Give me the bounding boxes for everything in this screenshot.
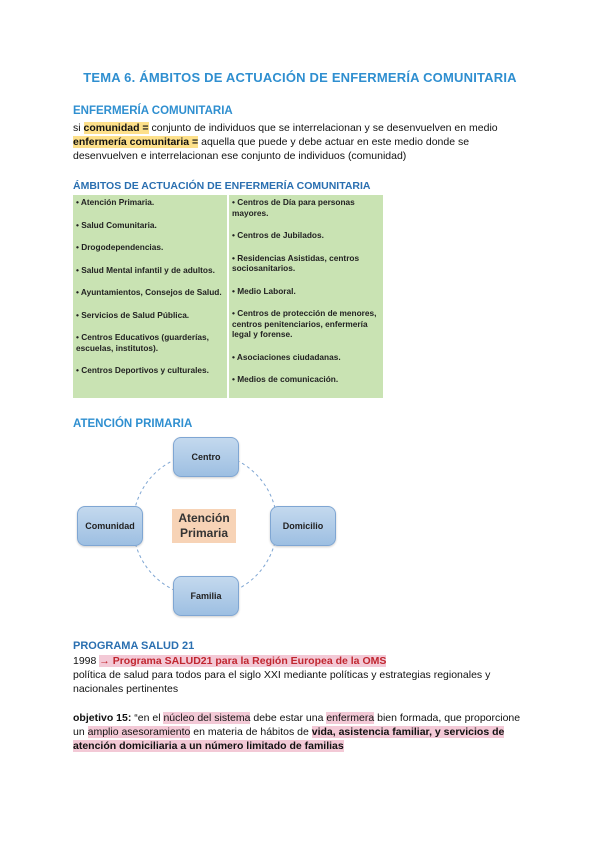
text-fragment: en materia de hábitos de bbox=[190, 726, 312, 738]
programa-link: → Programa SALUD21 para la Región Europea de la OMS bbox=[99, 655, 387, 667]
section-heading-programa-salud21: PROGRAMA SALUD 21 bbox=[73, 640, 195, 652]
table-cell: • Centros de Día para personas mayores. bbox=[232, 197, 355, 218]
table-cell: • Asociaciones ciudadanas. bbox=[232, 351, 341, 362]
table-cell: • Residencias Asistidas, centros sociosanitarios. bbox=[232, 252, 360, 273]
highlight-comunidad: comunidad = bbox=[83, 122, 149, 134]
year-text: 1998 bbox=[73, 655, 100, 667]
section-heading-atencion-primaria: ATENCIÓN PRIMARIA bbox=[73, 418, 193, 430]
text-fragment: conjunto de individuos que se interrelacionan y se desenvuelven en medio bbox=[148, 122, 498, 134]
programa-link-highlight bbox=[99, 655, 386, 667]
ambitos-table bbox=[73, 195, 383, 398]
node-comunidad: Comunidad bbox=[77, 506, 143, 546]
programa-salud21-text bbox=[73, 654, 533, 696]
table-cell: • Medio Laboral. bbox=[232, 285, 296, 296]
table-cell: • Atención Primaria. bbox=[76, 197, 155, 207]
node-centro: Centro bbox=[173, 437, 239, 477]
table-cell: • Servicios de Salud Pública. bbox=[76, 309, 190, 320]
table-cell: • Centros Educativos (guarderías, escuelas, institutos). bbox=[76, 332, 209, 353]
table-cell: • Medios de comunicación. bbox=[232, 374, 339, 384]
center-label-line2: Primaria bbox=[179, 526, 229, 540]
atencion-primaria-diagram bbox=[0, 430, 600, 630]
table-cell: • Centros Deportivos y culturales. bbox=[76, 365, 209, 375]
programa-description: política de salud para todos para el siglo XXI mediante políticas y estrategias regionales y nacionales pertinentes bbox=[73, 669, 491, 695]
highlight-servicios: vida, asistencia familiar, y servicios de atención domiciliaria a un número limitado de familias bbox=[73, 726, 505, 752]
objetivo-15-paragraph bbox=[73, 711, 533, 753]
objetivo-label: objetivo 15: bbox=[73, 712, 132, 724]
table-cell: • Ayuntamientos, Consejos de Salud. bbox=[76, 287, 222, 297]
definition-comunidad bbox=[73, 121, 533, 163]
table-cell: • Drogodependencias. bbox=[76, 242, 164, 252]
text-fragment: si bbox=[73, 122, 84, 134]
highlight-asesoramiento: amplio asesoramiento bbox=[87, 726, 191, 738]
section-heading-enfermeria-comunitaria: ENFERMERÍA COMUNITARIA bbox=[73, 105, 233, 117]
table-cell: • Centros de Jubilados. bbox=[232, 230, 324, 240]
highlight-enfermera: enfermera bbox=[326, 712, 375, 724]
center-label-line1: Atención bbox=[178, 511, 230, 525]
section-heading-ambitos: ÁMBITOS DE ACTUACIÓN DE ENFERMERÍA COMUNITARIA bbox=[73, 180, 371, 192]
table-cell: • Salud Mental infantil y de adultos. bbox=[76, 264, 215, 275]
page-title: TEMA 6. ÁMBITOS DE ACTUACIÓN DE ENFERMERÍA COMUNITARIA bbox=[83, 70, 517, 85]
node-familia: Familia bbox=[173, 576, 239, 616]
table-cell: • Salud Comunitaria. bbox=[76, 219, 157, 230]
text-fragment: debe estar una bbox=[250, 712, 327, 724]
ambitos-right-column bbox=[229, 195, 383, 398]
node-domicilio: Domicilio bbox=[270, 506, 336, 546]
table-cell: • Centros de protección de menores, centros penitenciarios, enfermería legal y forense. bbox=[232, 308, 377, 339]
highlight-enfermeria-comunitaria: enfermería comunitaria = bbox=[73, 136, 199, 148]
center-atencion-primaria bbox=[172, 509, 236, 543]
text-fragment: “en el bbox=[131, 712, 164, 724]
text-fragment: bien formada, que proporcione un bbox=[73, 712, 521, 738]
highlight-nucleo: núcleo del sistema bbox=[163, 712, 251, 724]
ambitos-left-column bbox=[73, 195, 227, 398]
text-fragment: aquella que puede y debe actuar en este medio donde se desenvuelven e interrelacionan ese conjunto de individuos (comunidad) bbox=[73, 136, 470, 162]
